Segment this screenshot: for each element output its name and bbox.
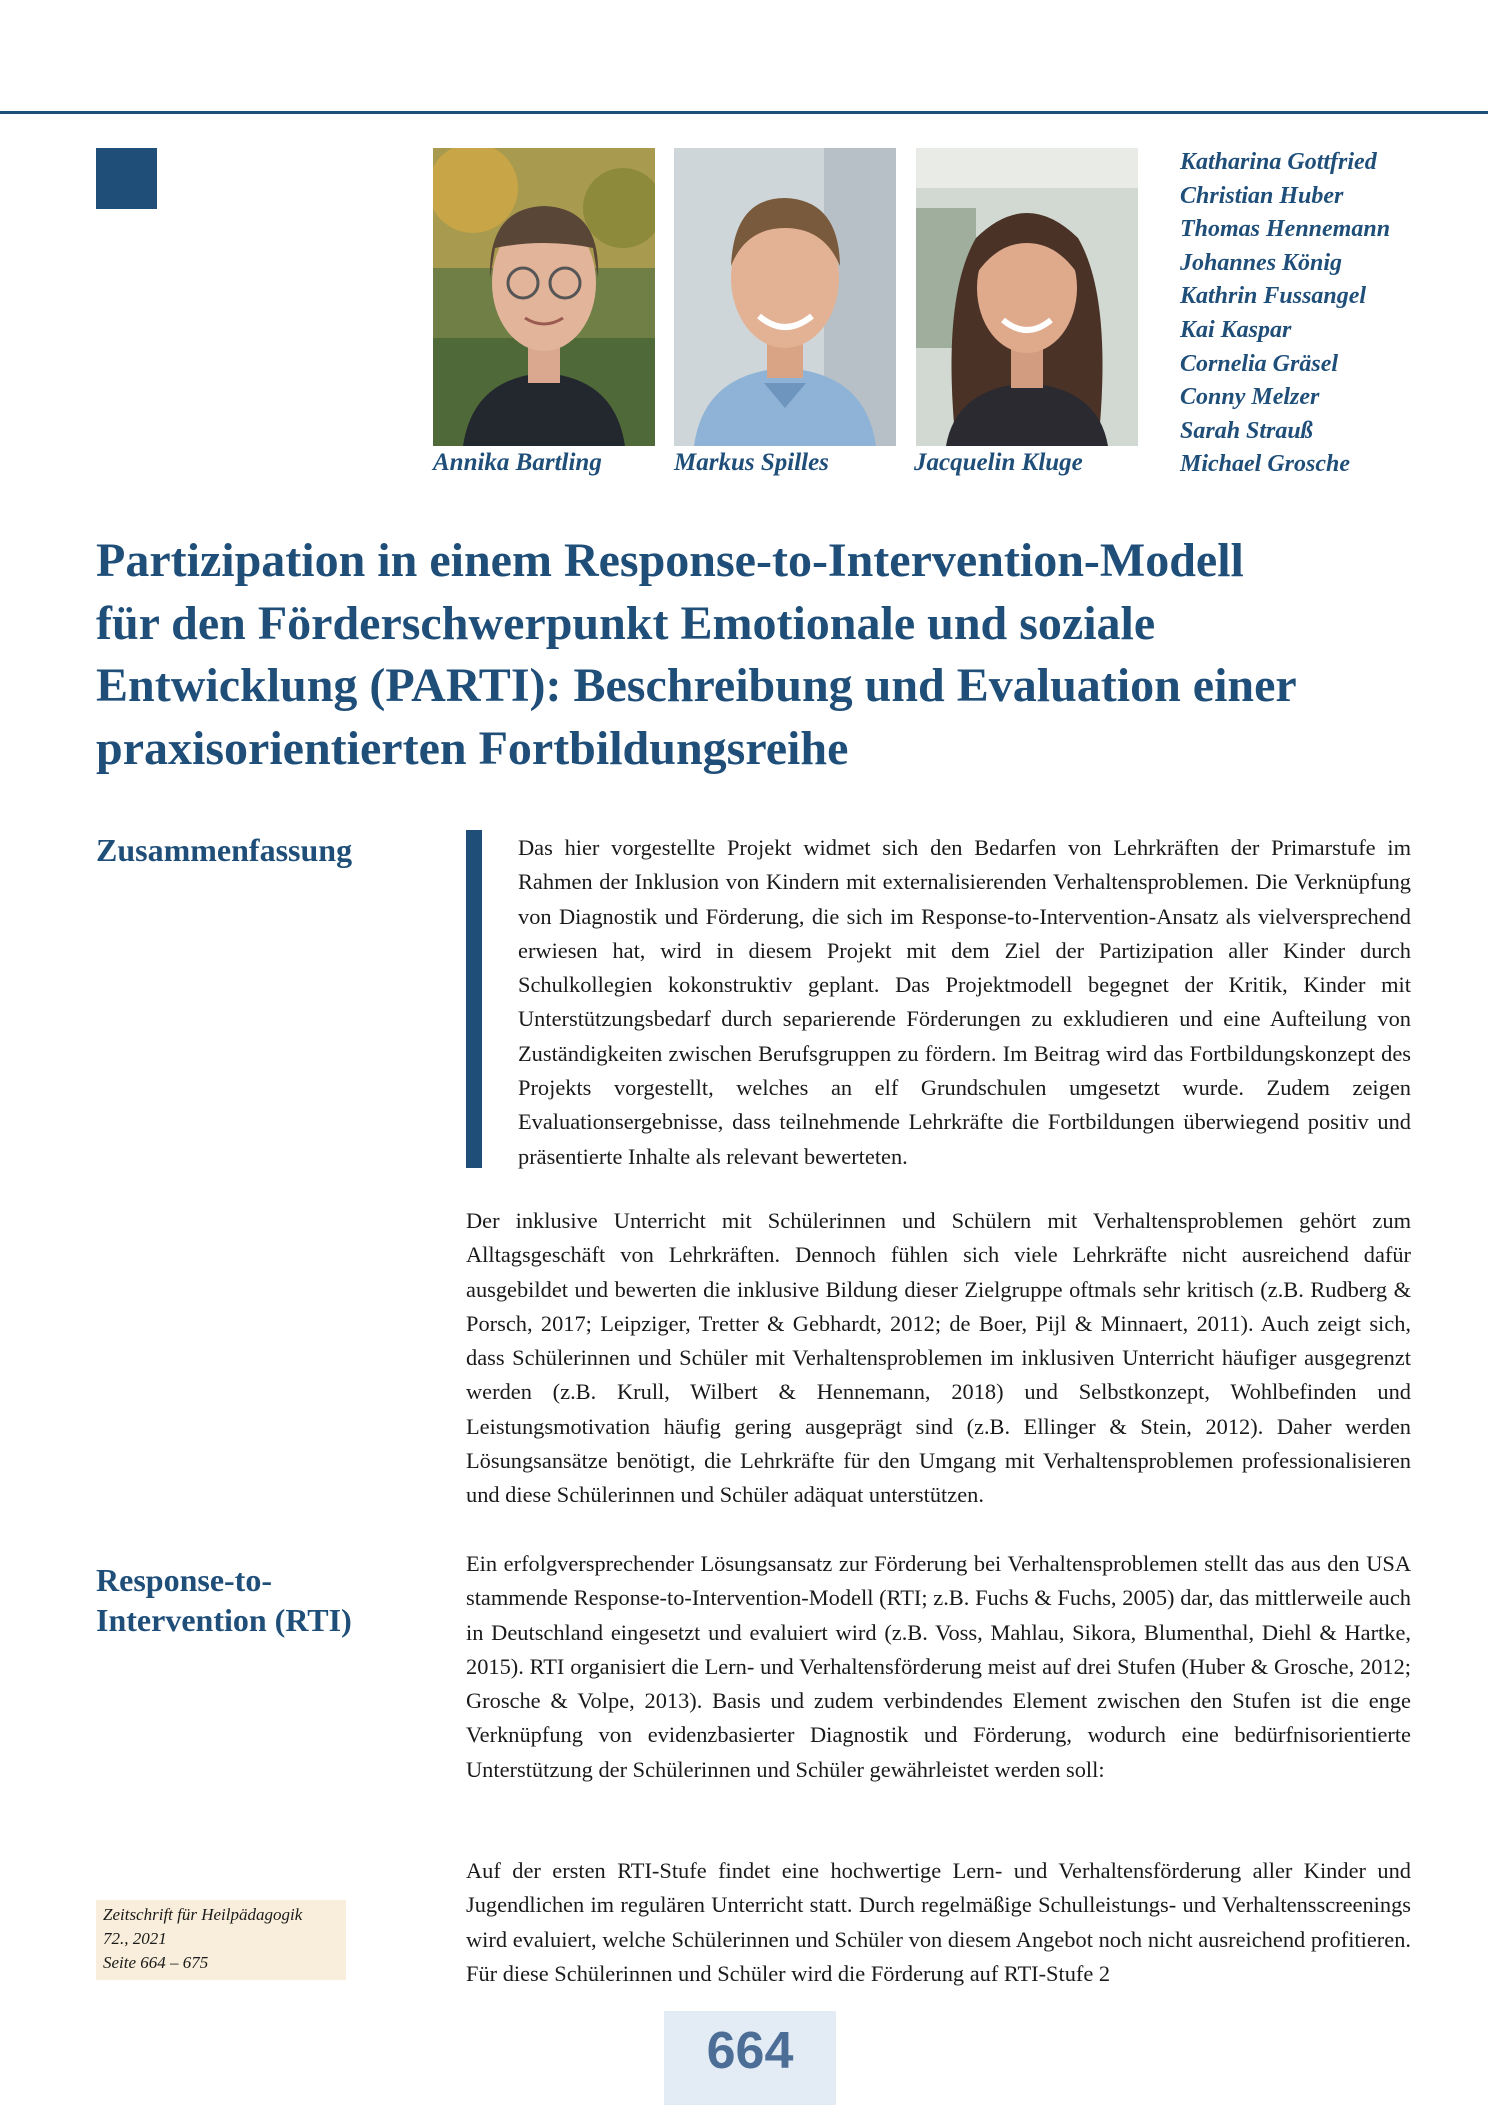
author-name: Johannes König (1180, 249, 1343, 276)
title-line: für den Förderschwerpunkt Emotionale und soziale (96, 596, 1156, 650)
journal-citation (96, 1900, 346, 1980)
author-name: Katharina Gottfried (1180, 149, 1377, 175)
title-line: Entwicklung (PARTI): Beschreibung und Evaluation einer (96, 659, 1297, 712)
rti-heading-line: Response-to- (96, 1562, 272, 1598)
abstract-text: Das hier vorgestellte Projekt widmet sich den Bedarfen von Lehrkräften der Primarstufe im Rahmen der Inklusion von Kindern mit externalisierenden Verhaltensproblemen. Die Verknüpfung von Diagnostik und Förderung, die sich im Response-to-Intervention-Ansatz als vielversprechend erwiesen hat, wird in diesem Projekt mit dem Ziel der Partizipation aller Kinder durch Schulkollegien kokonstruktiv geplant. Das Projektmodell begegnet der Kritik, Kinder mit Unterstützungsbedarf durch separierende Förderungen zu exkludieren und eine Aufteilung von Zuständigkeiten zwischen Berufsgruppen zu fördern. Im Beitrag wird das Fortbildungskonzept des Projekts vorgestellt, welches an elf Grundschulen umgesetzt wurde. Zudem zeigen Evaluationsergebnisse, dass teilnehmende Lehrkräfte die Fortbildungen überwiegend positiv und präsentierte Inhalte als relevant bewerteten. (518, 835, 1411, 1169)
author-name: Cornelia Gräsel (1180, 350, 1339, 377)
rti-heading (96, 1560, 352, 1640)
section-marker (96, 148, 157, 209)
author-photo-1 (433, 148, 655, 446)
author-name: Sarah Strauß (1180, 417, 1313, 444)
rti-heading-line: Intervention (RTI) (96, 1602, 352, 1638)
article-title (96, 530, 1416, 780)
title-line: praxisorientierten Fortbildungsreihe (96, 721, 849, 775)
author-name: Kai Kaspar (1180, 316, 1292, 343)
author-list (1180, 146, 1390, 482)
author-name: Michael Grosche (1180, 451, 1350, 478)
top-rule (0, 111, 1488, 114)
abstract-bar (466, 830, 482, 1168)
summary-heading: Zusammenfassung (96, 832, 353, 868)
photo-caption-2: Markus Spilles (674, 449, 829, 476)
author-name: Kathrin Fussangel (1180, 283, 1367, 310)
body-paragraph-2: Ein erfolgversprechender Lösungsansatz zur Förderung bei Verhaltensproblemen stellt das aus den USA stammende Response-to-Intervention-Modell (RTI; z.B. Fuchs & Fuchs, 2005) dar, das mittlerweile auch in Deutschland eingesetzt und evaluiert wird (z.B. Voss, Mahlau, Sikora, Blumenthal, Diehl & Hartke, 2015). RTI organisiert die Lern- und Verhaltensförderung meist auf drei Stufen (Huber & Grosche, 2012; Grosche & Volpe, 2013). Basis und zudem verbindendes Element zwischen den Stufen ist die enge Verknüpfung von evidenzbasierter Diagnostik und Förderung, wodurch eine bedürfnisorientierte Unterstützung der Schülerinnen und Schüler gewährleistet werden soll: (466, 1551, 1411, 1782)
body-paragraph-1: Der inklusive Unterricht mit Schülerinnen und Schülern mit Verhaltensproblemen gehört zum Alltagsgeschäft von Lehrkräften. Dennoch fühlen sich viele Lehrkräfte nicht ausreichend dafür ausgebildet und bewerten die inklusive Bildung dieser Zielgruppe oftmals sehr kritisch (z.B. Rudberg & Porsch, 2017; Leipziger, Tretter & Gebhardt, 2012; de Boer, Pijl & Minnaert, 2011). Auch zeigt sich, dass Schülerinnen und Schüler mit Verhaltensproblemen im inklusiven Unterricht häufiger ausgegrenzt werden (z.B. Krull, Wilbert & Hennemann, 2018) und Selbstkonzept, Wohlbefinden und Leistungsmotivation häufig gering ausgeprägt sind (z.B. Ellinger & Stein, 2012). Daher werden Lösungsansätze benötigt, die Lehrkräfte für den Umgang mit Verhaltensproblemen professionalisieren und diese Schülerinnen und Schüler adäquat unterstützen. (466, 1208, 1411, 1508)
author-photo-3 (916, 148, 1138, 446)
photo-caption-1: Annika Bartling (433, 449, 602, 476)
author-name: Thomas Hennemann (1180, 216, 1391, 243)
journal-pages: Seite 664 – 675 (103, 1953, 209, 1972)
photo-caption-3: Jacquelin Kluge (914, 449, 1083, 476)
journal-volume: 72., 2021 (103, 1929, 167, 1948)
body-paragraph-3: Auf der ersten RTI-Stufe findet eine hochwertige Lern- und Verhaltensförderung aller Kinder und Jugendlichen im regulären Unterricht statt. Durch regelmäßige Schulleistungs- und Verhaltensscreenings wird evaluiert, welche Schülerinnen und Schüler von diesem Angebot noch nicht ausreichend profitieren. Für diese Schülerinnen und Schüler wird die Förderung auf RTI-Stufe 2 (466, 1858, 1411, 1986)
author-photo-2 (674, 148, 896, 446)
journal-name: Zeitschrift für Heilpädagogik (103, 1905, 303, 1924)
author-name: Christian Huber (1180, 182, 1344, 209)
author-name: Conny Melzer (1180, 384, 1320, 411)
title-line: Partizipation in einem Response-to-Intervention-Modell (96, 534, 1244, 587)
page-number: 664 (664, 2011, 836, 2105)
